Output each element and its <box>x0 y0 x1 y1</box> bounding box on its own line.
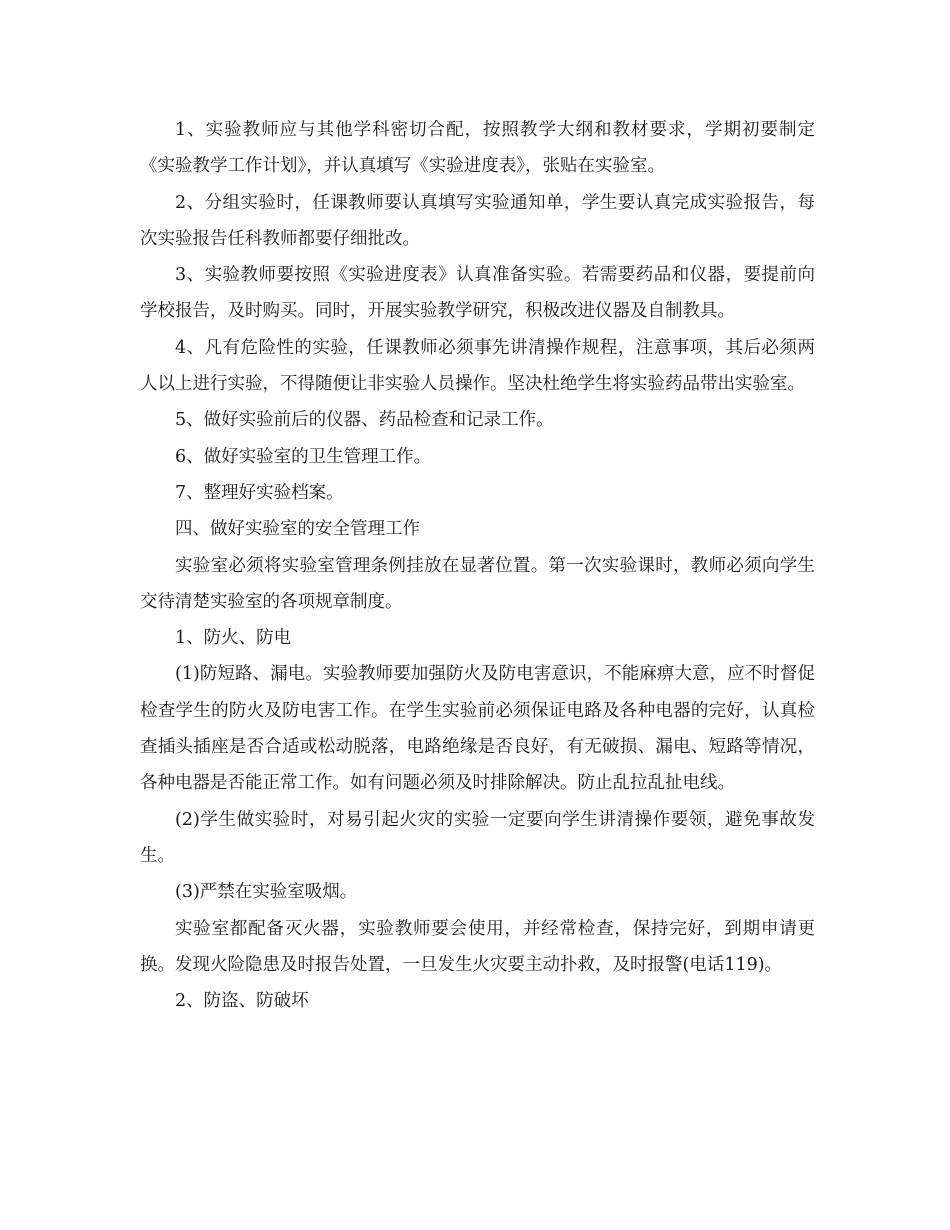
paragraph-item-3-preparation: 3、实验教师要按照《实验进度表》认真准备实验。若需要药品和仪器，要提前向学校报告，及时购买。同时，开展实验教学研究，积极改进仪器及自制教具。 <box>140 265 815 322</box>
paragraph-safety-intro: 实验室必须将实验室管理条例挂放在显著位置。第一次实验课时，教师必须向学生交待清楚实验室的各项规章制度。 <box>140 555 815 612</box>
paragraph-fire-experiments: (2)学生做实验时，对易引起火灾的实验一定要向学生讲清操作要领，避免事故发生。 <box>140 809 815 866</box>
subheading-fire-electric: 1、防火、防电 <box>175 628 292 649</box>
document-body <box>140 112 815 1019</box>
paragraph-item-2-group-experiment: 2、分组实验时，任课教师要认真填写实验通知单，学生要认真完成实验报告，每次实验报告任科教师都要仔细批改。 <box>140 192 815 249</box>
section-heading-safety: 四、做好实验室的安全管理工作 <box>175 519 420 540</box>
paragraph-no-smoking: (3)严禁在实验室吸烟。 <box>175 882 358 903</box>
paragraph-item-1-lesson-plan: 1、实验教师应与其他学科密切合配，按照教学大纲和教材要求，学期初要制定《实验教学工作计划》，并认真填写《实验进度表》，张贴在实验室。 <box>140 120 815 177</box>
paragraph-item-7-archives: 7、整理好实验档案。 <box>175 482 344 503</box>
paragraph-item-6-hygiene: 6、做好实验室的卫生管理工作。 <box>175 446 432 467</box>
paragraph-item-5-inspection: 5、做好实验前后的仪器、药品检查和记录工作。 <box>175 410 554 431</box>
paragraph-item-4-dangerous-experiments: 4、凡有危险性的实验，任课教师必须事先讲清操作规程，注意事项，其后必须两人以上进行实验，不得随便让非实验人员操作。坚决杜绝学生将实验药品带出实验室。 <box>140 337 815 395</box>
subheading-theft-damage: 2、防盗、防破坏 <box>175 991 309 1012</box>
paragraph-fire-extinguisher: 实验室都配备灭火器，实验教师要会使用，并经常检查，保持完好，到期申请更换。发现火险隐患及时报告处置，一旦发生火灾要主动扑救，及时报警(电话119)。 <box>140 918 815 975</box>
paragraph-short-circuit: (1)防短路、漏电。实验教师要加强防火及防电害意识，不能麻痹大意，应不时督促检查学生的防火及防电害工作。在学生实验前必须保证电路及各种电器的完好，认真检查插头插座是否合适或松动脱落，电路绝缘是否良好，有无破损、漏电、短路等情况，各种电器是否能正常工作。如有问题必须及时排除解决。防止乱拉乱扯电线。 <box>140 664 815 794</box>
